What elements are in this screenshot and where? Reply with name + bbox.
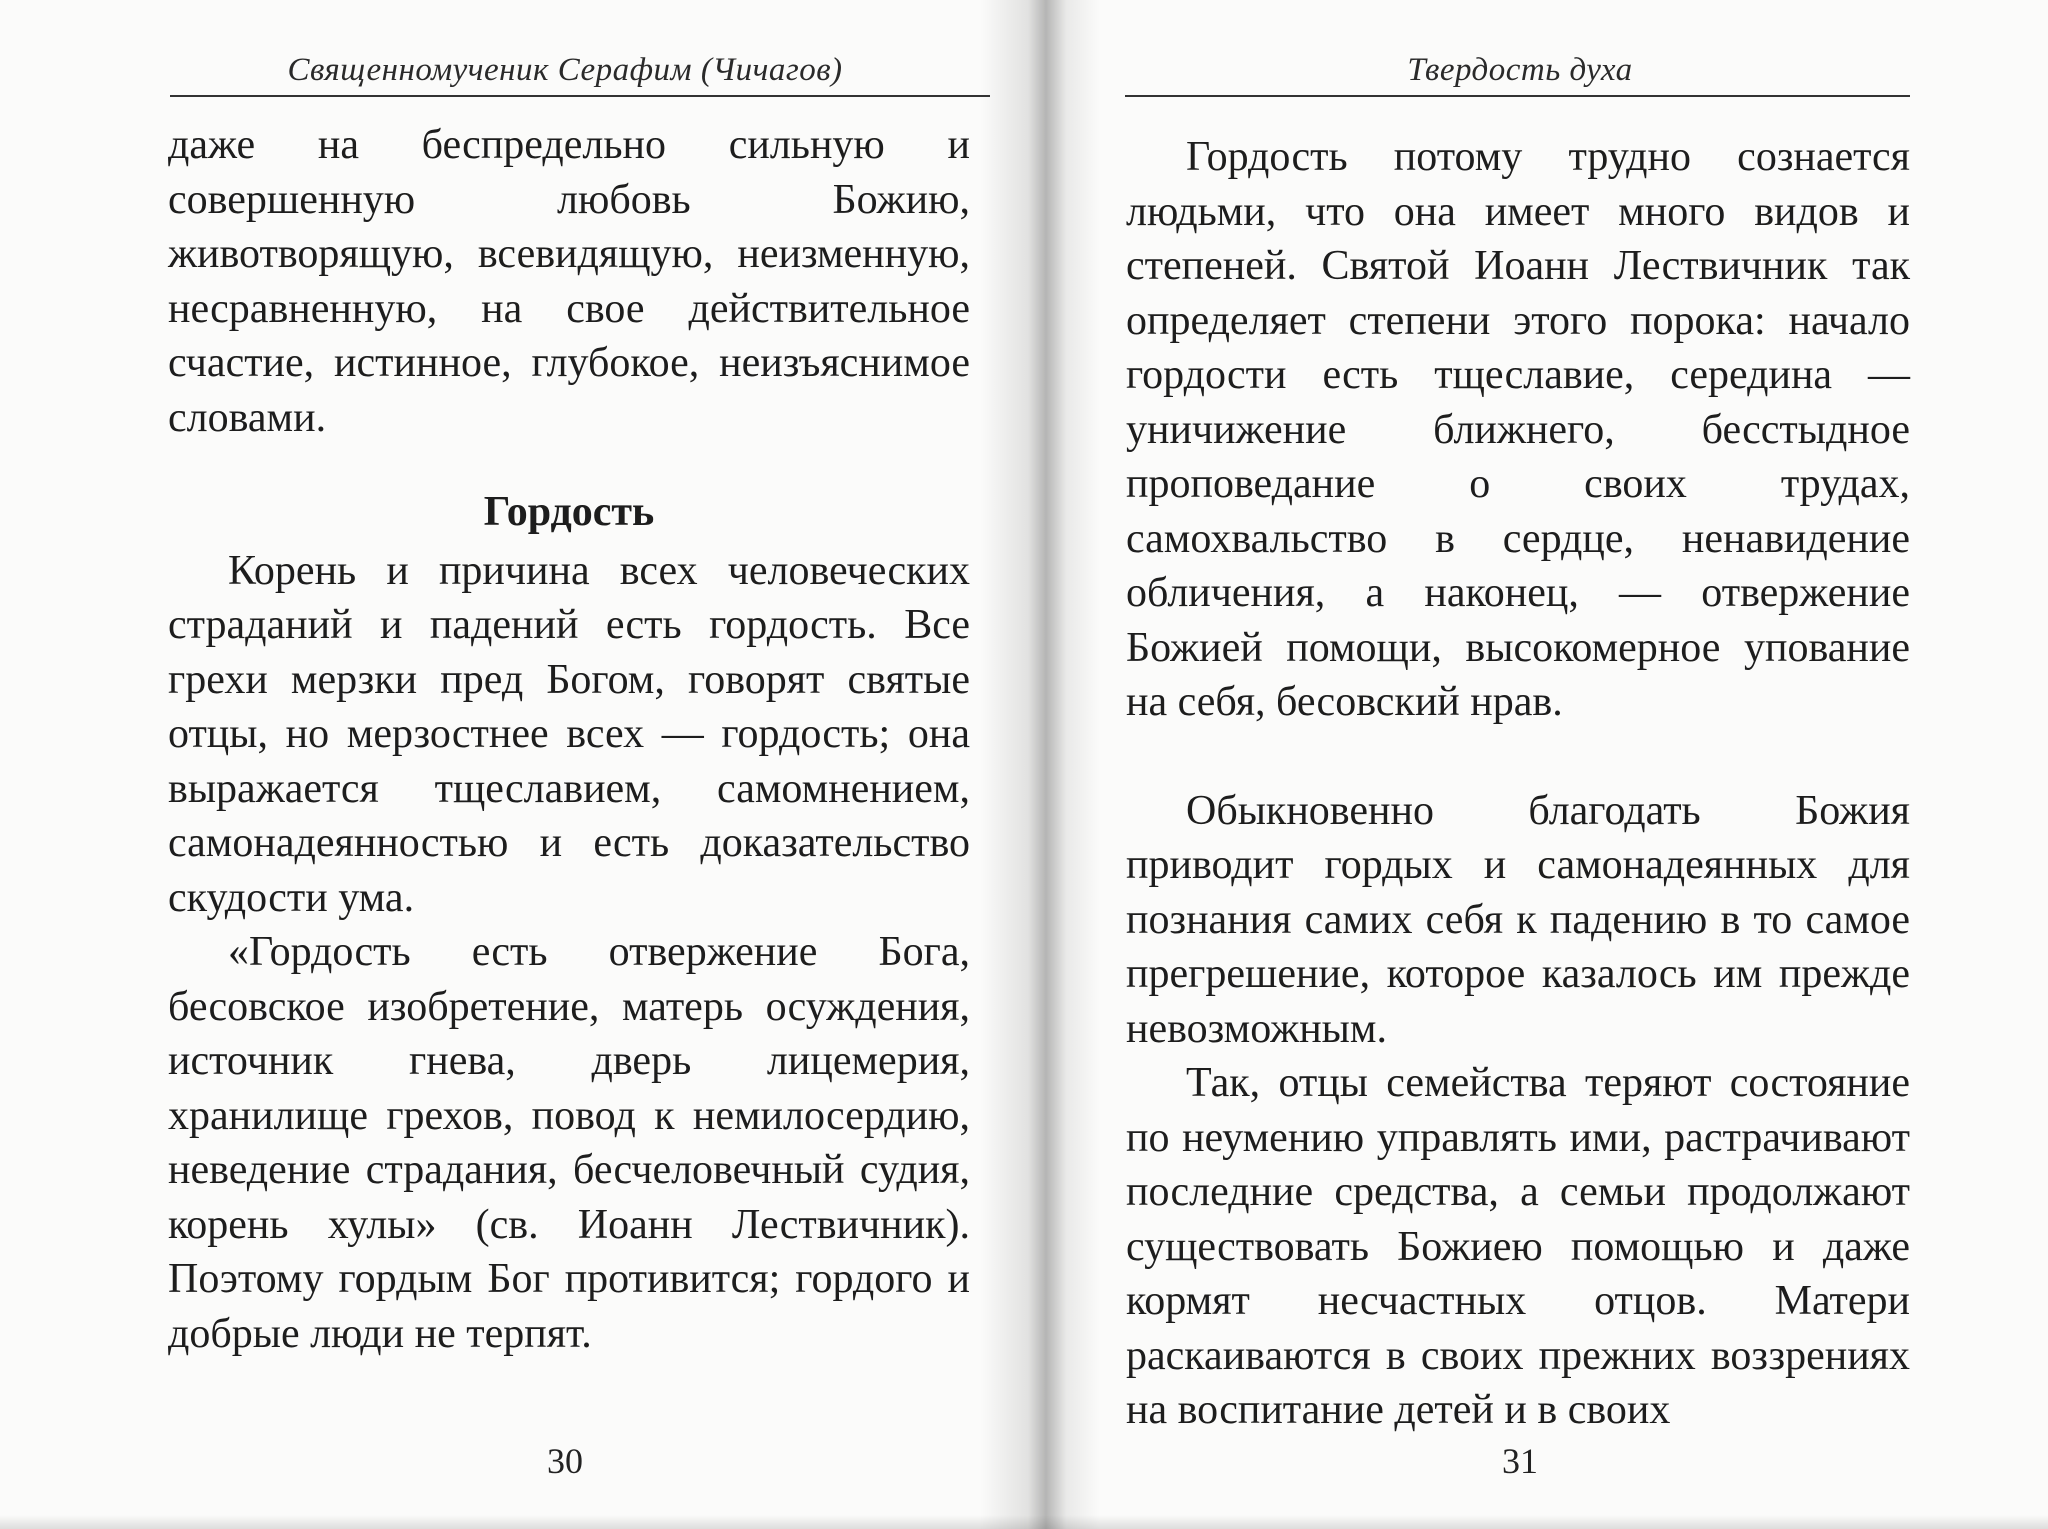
quote-paragraph: «Гордость есть отвержение Бога, бесовское изобретение, матерь осуждения, источник гнева, дверь лицемерия, хранилище грехов, повод к немилосердию, неведение страдания, бесчеловечный судия, корень хулы» (св. Иоанн Лествичник). Поэтому гордым Бог противится; гордого и добрые люди не терпят.: [168, 929, 970, 1357]
page-body: [168, 118, 970, 1361]
paragraph: Гордость потому трудно сознается людьми, что она имеет много видов и степеней. Святой Иоанн Лествичник так определяет степени этого порока: начало гордости есть тщеславие, середина — уничижение ближнего, бесстыдное проповедание о своих трудах, самохвальство в сердце, ненавидение обличения, а наконец, — отвержение Божией помощи, высокомерное упование на себя, бесовский нрав.: [1126, 134, 1910, 725]
intro-paragraph: даже на беспредельно сильную и совершенную любовь Божию, животворящую, всевидящую, неизменную, несравненную, на свое действительное счастие, истинное, глубокое, неизъяснимое словами.: [168, 122, 970, 441]
paragraph: Так, отцы семейства теряют состояние по неумению управлять ими, растрачивают последние средства, а семьи продолжают существовать Божиею помощью и даже кормят несчастных отцов. Матери раскаиваются в своих прежних воззрениях на воспитание детей и в своих: [1126, 1060, 1910, 1433]
section-heading: Гордость: [483, 489, 655, 535]
running-header: Священномученик Серафим (Чичагов): [287, 52, 843, 88]
book-gutter: [980, 0, 1100, 1529]
page-number: 31: [1502, 1441, 1538, 1481]
left-page: [150, 0, 980, 1529]
paragraph: Обыкновенно благодать Божия приводит гордых и самонадеянных для познания самих себя к падению в то самое прегрешение, которое казалось им прежде невозможным.: [1126, 787, 1910, 1052]
page-number: 30: [547, 1441, 583, 1481]
right-page: [1110, 0, 1930, 1529]
page-body: [1126, 130, 1910, 1438]
page-edge-shadow: [0, 1515, 2048, 1529]
header-rule: [170, 95, 990, 97]
header-rule: [1125, 95, 1910, 97]
paragraph-gap: [1126, 730, 1910, 784]
paragraph: Корень и причина всех человеческих страданий и падений есть гордость. Все грехи мерзки пред Богом, говорят святые отцы, но мерзостнее всех — гордость; она выражается тщеславием, самомнением, самонадеянностью и есть доказательство скудости ума.: [168, 547, 970, 921]
running-header: Твердость духа: [1407, 52, 1633, 88]
